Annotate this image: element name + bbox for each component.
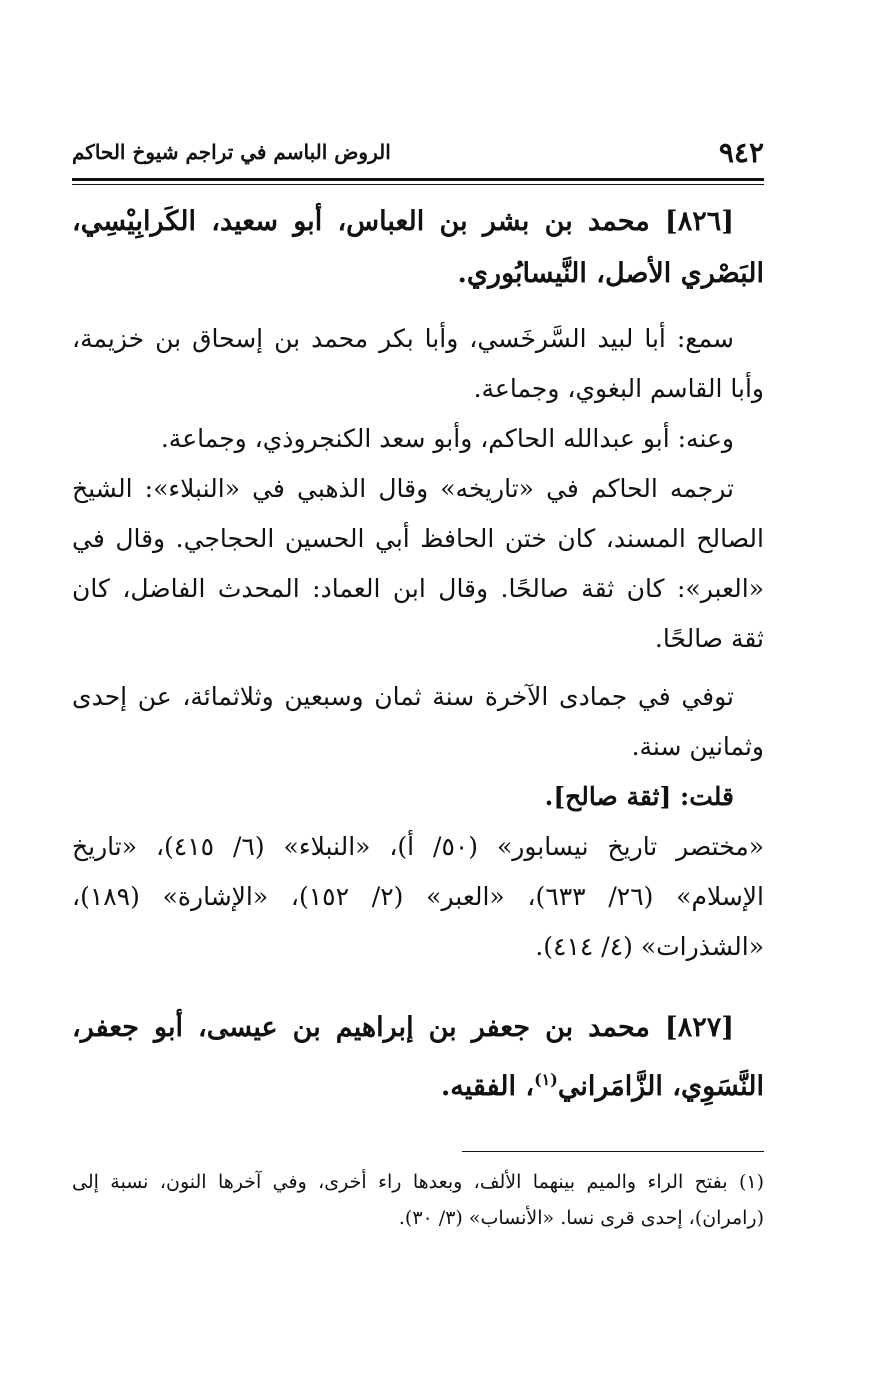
entry-826-sources: «مختصر تاريخ نيسابور» (٥٠/ أ)، «النبلاء» (٦/ ٤١٥)، «تاريخ الإسلام» (٢٦/ ٦٣٣)، «العبر» (٢/ ١٥٢)، «الإشارة» (١٨٩)، «الشذرات» (٤/ ٤١٤). [72,832,765,961]
entry-heading-827 [72,1002,764,1113]
entry-heading-826: [٨٢٦] محمد بن بشر بن العباس، أبو سعيد، الكَرابِيْسِي، البَصْري الأصل، النَّيسابُوري. [72,206,764,289]
footnote-separator [462,1151,764,1152]
entry-826-heard-from: سمع: أبا لبيد السَّرخَسي، وأبا بكر محمد بن إسحاق بن خزيمة، وأبا القاسم البغوي، وجماعة. [72,324,764,403]
entry-826-narrated-by: وعنه: أبو عبدالله الحاكم، وأبو سعد الكنجروذي، وجماعة. [160,424,734,453]
header-rule-thick [72,178,764,181]
running-title: الروض الباسم في تراجم شيوخ الحاكم [72,140,391,164]
page-number: ٩٤٢ [718,136,764,169]
entry-827-heading-end: ، الفقيه. [440,1071,535,1102]
footnote-1: (١) بفتح الراء والميم بينهما الألف، وبعدها راء أخرى، وفي آخرها النون، نسبة إلى (رامران)، إحدى قرى نسا. «الأنساب» (٣/ ٣٠). [72,1171,764,1229]
main-text [72,196,764,1127]
entry-826-biography: ترجمه الحاكم في «تاريخه» وقال الذهبي في «النبلاء»: الشيخ الصالح المسند، كان ختن الحافظ أبي الحسين الحجاجي. وقال في «العبر»: كان ثقة صالحًا. وقال ابن العماد: المحدث الفاضل، كان ثقة صالحًا. [72,474,764,653]
entry-827-heading-text: [٨٢٧] محمد بن جعفر بن إبراهيم بن عيسى، أبو جعفر، النَّسَوِي، الزَّامَراني [72,1012,764,1102]
footnote-reference: (١) [534,1070,558,1089]
entry-826-verdict: قلت: [ثقة صالح]. [544,782,734,811]
page-header [72,130,764,180]
header-rule-thin [72,184,764,185]
entry-826-death: توفي في جمادى الآخرة سنة ثمان وسبعين وثلاثمائة، عن إحدى وثمانين سنة. [72,682,764,761]
footnotes [72,1164,764,1236]
